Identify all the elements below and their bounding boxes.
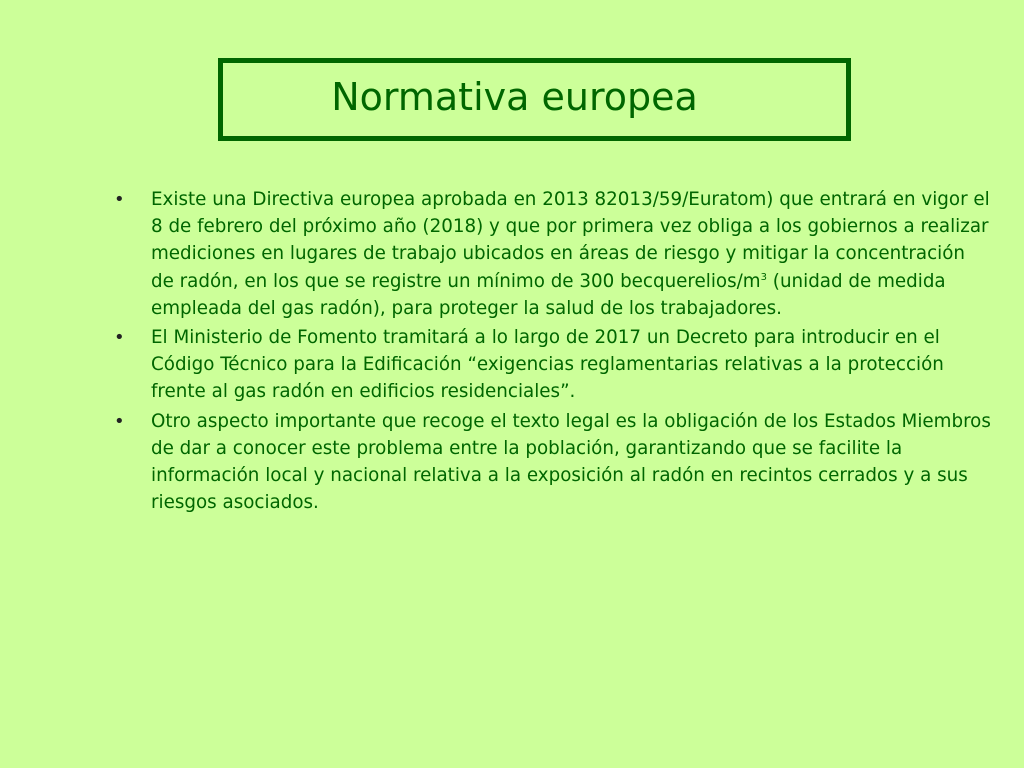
bullet-text: Existe una Directiva europea aprobada en 2013 82013/59/Euratom) que entrará en vigor el 8 de febrero del próximo año (2018) y que por primera vez obliga a los gobiernos a realizar mediciones en lugares de trabajo ubicados en áreas de riesgo y mitigar la concentración de radón, en los que se registre un mínimo de 300 becquerelios/$m^3$ (unidad de medida empleada del gas radón), para proteger la salud de los trabajadores. xyxy=(151,189,990,319)
bullet-item xyxy=(107,186,992,322)
bullet-text: Otro aspecto importante que recoge el texto legal es la obligación de los Estados Miembros de dar a conocer este problema entre la población, garantizando que se facilite la información local y nacional relativa a la exposición al radón en recintos cerrados y a sus riesgos asociados. xyxy=(151,410,991,514)
bullet-icon: • xyxy=(114,410,125,432)
bullet-list xyxy=(107,186,992,518)
bullet-icon: • xyxy=(114,189,125,210)
bullet-item xyxy=(107,408,992,517)
slide-title: Normativa europea xyxy=(331,75,698,119)
superscript: 3 xyxy=(760,271,767,283)
bullet-text: El Ministerio de Fomento tramitará a lo largo de 2017 un Decreto para introducir en el Código Técnico para la Edificación “exigencias reglamentarias relativas a la protección frente al gas radón en edificios residenciales”. xyxy=(151,327,944,403)
bullet-item xyxy=(107,324,992,406)
title-box xyxy=(218,58,851,141)
bullet-icon: • xyxy=(114,327,125,349)
